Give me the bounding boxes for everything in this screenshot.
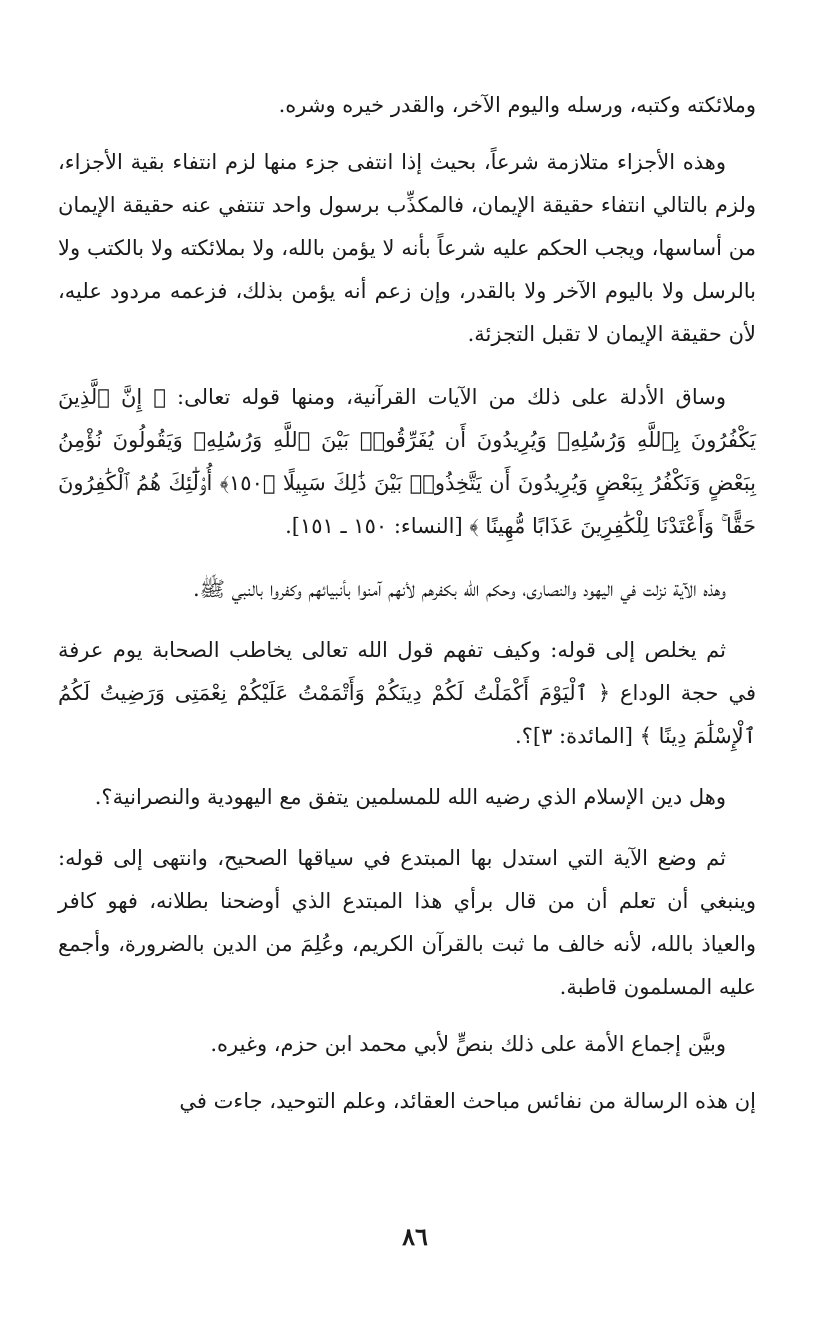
paragraph-2: وهذه الأجزاء متلازمة شرعاً، بحيث إذا انتفى جزء منها لزم انتفاء بقية الأجزاء، ولزم بالتالي انتفاء حقيقة الإيمان، فالمكذِّب برسول واحد تنتفي عنه حقيقة الإيمان من أساسها، ويجب الحكم عليه شرعاً بأنه لا يؤمن بالله، ولا بملائكته ولا بالكتب ولا بالرسل ولا باليوم الآخر ولا بالقدر، وإن زعم أنه يؤمن بذلك، فزعمه مردود عليه، لأن حقيقة الإيمان لا تقبل التجزئة.	[58, 150, 756, 346]
paragraph-1: وملائكته وكتبه، ورسله واليوم الآخر، والقدر خيره وشره.	[278, 93, 756, 117]
paragraph-4: وهذه الآية نزلت في اليهود والنصارى، وحكم الله بكفرهم لأنهم آمنوا بأنبيائهم وكفروا بالنبي ﷺ.	[192, 577, 726, 601]
paragraph-5-quran-verse: ثم يخلص إلى قوله: وكيف تفهم قول الله تعالى يخاطب الصحابة يوم عرفة في حجة الوداع ﴿ ٱلْيَوْمَ أَكْمَلْتُ لَكُمْ دِينَكُمْ وَأَتْمَمْتُ عَلَيْكُمْ نِعْمَتِى وَرَضِيتُ لَكُمُ ٱلْإِسْلَٰمَ دِينًا ﴾ [المائدة: ٣]؟.	[58, 638, 756, 748]
paragraph-6: وهل دين الإسلام الذي رضيه الله للمسلمين يتفق مع اليهودية والنصرانية؟.	[94, 785, 726, 809]
paragraph-3-quran-verse: وساق الأدلة على ذلك من الآيات القرآنية، ومنها قوله تعالى: ﴿ إِنَّ ٱلَّذِينَ يَكْفُرُونَ بِٱللَّهِ وَرُسُلِهِۦ وَيُرِيدُونَ أَن يُفَرِّقُوا۟ بَيْنَ ٱللَّهِ وَرُسُلِهِۦ وَيَقُولُونَ نُؤْمِنُ بِبَعْضٍ وَنَكْفُرُ بِبَعْضٍ وَيُرِيدُونَ أَن يَتَّخِذُوا۟ بَيْنَ ذَٰلِكَ سَبِيلًا ﴿١٥٠﴾ أُو۟لَٰٓئِكَ هُمُ ٱلْكَٰفِرُونَ حَقًّا ۚ وَأَعْتَدْنَا لِلْكَٰفِرِينَ عَذَابًا مُّهِينًا ﴾ [النساء: ١٥٠ ـ ١٥١].	[58, 385, 756, 538]
paragraph-9: إن هذه الرسالة من نفائس مباحث العقائد، وعلم التوحيد، جاءت في	[179, 1089, 756, 1113]
paragraph-7: ثم وضع الآية التي استدل بها المبتدع في سياقها الصحيح، وانتهى إلى قوله: وينبغي أن تعلم أن من قال برأي هذا المبتدع الذي أوضحنا بطلانه، فهو كافر والعياذ بالله، لأنه خالف ما ثبت بالقرآن الكريم، وعُلِمَ من الدين بالضرورة، وأجمع عليه المسلمون قاطبة.	[58, 846, 756, 999]
paragraph-8: وبيَّن إجماع الأمة على ذلك بنصٍّ لأبي محمد ابن حزم، وغيره.	[210, 1032, 726, 1056]
page-number: ٨٦	[402, 1222, 428, 1251]
page-body	[58, 84, 756, 1143]
